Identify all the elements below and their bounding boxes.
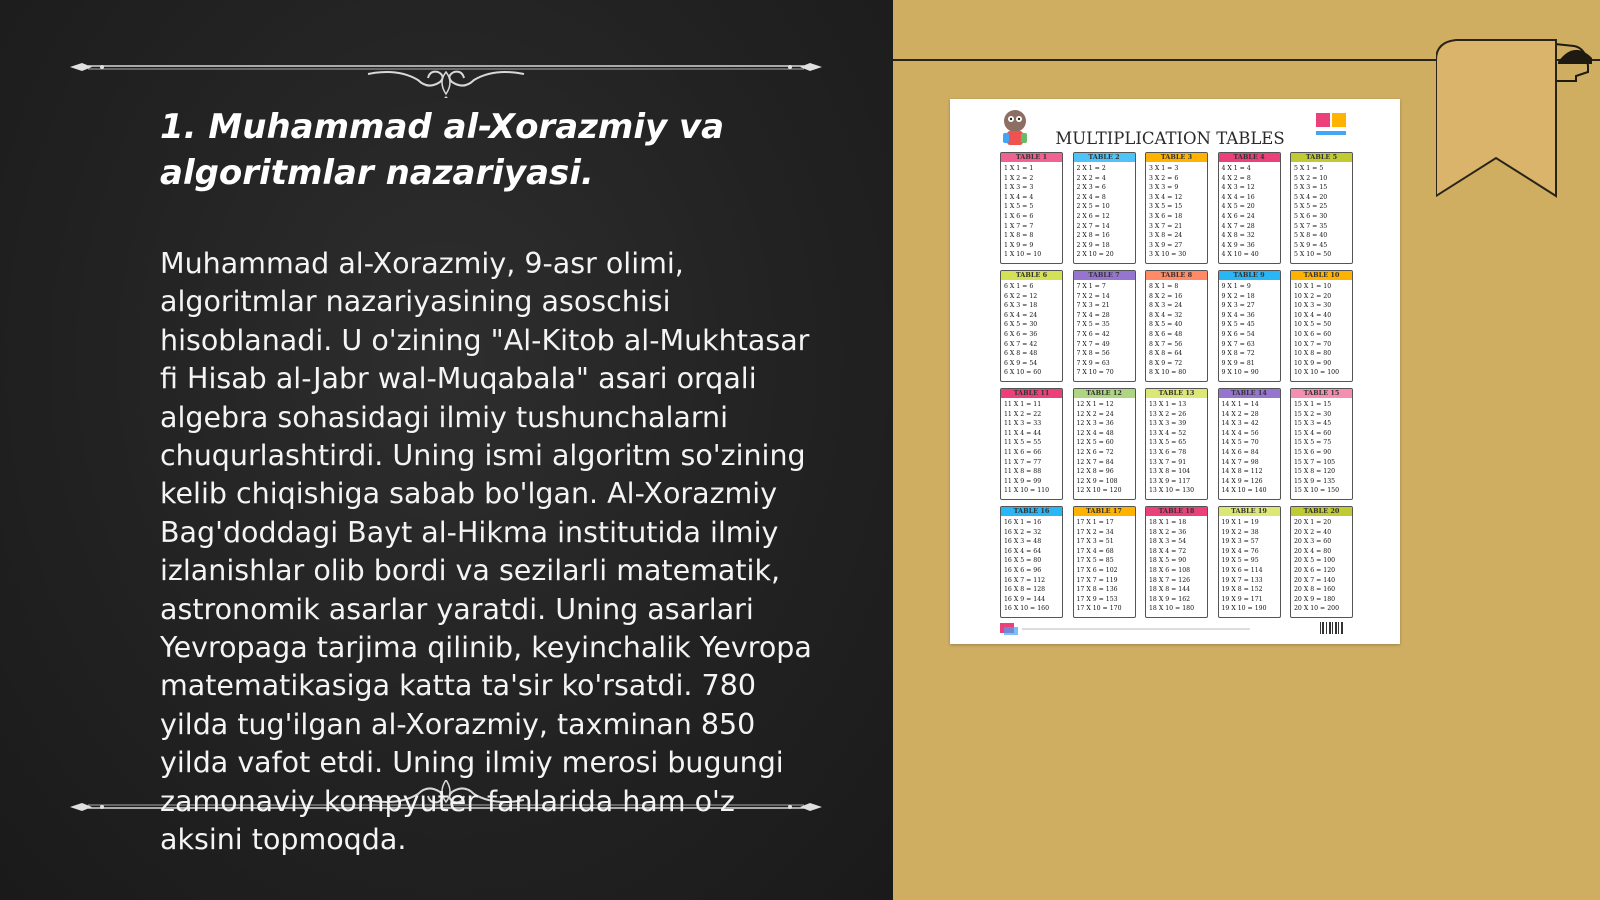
table-row: 15 X 9 = 135 <box>1294 477 1336 485</box>
table-row: 11 X 7 = 77 <box>1004 458 1042 466</box>
table-row: 4 X 4 = 16 <box>1221 193 1255 201</box>
table-row: 4 X 7 = 28 <box>1221 222 1255 230</box>
table-row: 2 X 10 = 20 <box>1076 251 1114 259</box>
table-row: 13 X 8 = 104 <box>1149 468 1191 476</box>
table-card <box>1145 388 1208 500</box>
table-row: 12 X 1 = 12 <box>1076 401 1114 408</box>
table-row: 18 X 2 = 36 <box>1149 528 1187 536</box>
table-row: 1 X 2 = 2 <box>1004 174 1034 182</box>
table-row: 10 X 8 = 80 <box>1294 350 1332 358</box>
table-row: 14 X 5 = 70 <box>1221 439 1259 447</box>
top-ornament-divider <box>68 38 824 98</box>
table-card <box>1290 506 1353 618</box>
table-row: 7 X 8 = 56 <box>1076 350 1110 358</box>
table-row: 15 X 6 = 90 <box>1294 448 1332 456</box>
table-row: 20 X 8 = 160 <box>1294 586 1336 594</box>
table-row: 10 X 10 = 100 <box>1294 369 1340 377</box>
table-row: 5 X 3 = 15 <box>1294 184 1328 192</box>
table-row: 10 X 4 = 40 <box>1294 311 1332 319</box>
table-row: 14 X 9 = 126 <box>1221 477 1263 485</box>
poster-footer <box>1000 621 1350 637</box>
table-row: 18 X 8 = 144 <box>1149 586 1191 594</box>
table-row: 16 X 1 = 16 <box>1004 519 1042 526</box>
table-card <box>1000 388 1063 500</box>
table-row: 3 X 1 = 3 <box>1149 165 1179 172</box>
table-row: 4 X 10 = 40 <box>1221 251 1259 259</box>
table-row: 11 X 1 = 11 <box>1004 401 1042 408</box>
table-card-header: TABLE 13 <box>1146 389 1207 398</box>
table-card-header: TABLE 11 <box>1001 389 1062 398</box>
table-row: 5 X 5 = 25 <box>1294 203 1328 211</box>
table-row: 17 X 1 = 17 <box>1076 519 1114 526</box>
table-card-header: TABLE 8 <box>1146 271 1207 280</box>
table-card-header: TABLE 20 <box>1291 507 1352 516</box>
table-row: 14 X 7 = 98 <box>1221 458 1259 466</box>
table-card <box>1218 152 1281 264</box>
table-row: 11 X 2 = 22 <box>1004 410 1042 418</box>
table-row: 18 X 1 = 18 <box>1149 519 1187 526</box>
table-row: 3 X 9 = 27 <box>1149 241 1183 249</box>
table-row: 4 X 8 = 32 <box>1221 232 1255 240</box>
table-row: 3 X 6 = 18 <box>1149 212 1183 220</box>
table-row: 6 X 2 = 12 <box>1004 292 1038 300</box>
table-row: 3 X 2 = 6 <box>1149 174 1179 182</box>
table-row: 16 X 2 = 32 <box>1004 528 1042 536</box>
table-row: 20 X 7 = 140 <box>1294 576 1336 584</box>
table-row: 12 X 8 = 96 <box>1076 468 1114 476</box>
table-row: 3 X 5 = 15 <box>1149 203 1183 211</box>
table-card <box>1290 152 1353 264</box>
table-row: 5 X 6 = 30 <box>1294 212 1328 220</box>
table-row: 15 X 3 = 45 <box>1294 420 1332 428</box>
table-row: 1 X 4 = 4 <box>1004 193 1034 201</box>
table-row: 13 X 4 = 52 <box>1149 429 1187 437</box>
table-row: 8 X 2 = 16 <box>1149 292 1183 300</box>
table-row: 14 X 4 = 56 <box>1221 429 1259 437</box>
table-row: 2 X 1 = 2 <box>1076 165 1106 172</box>
table-row: 11 X 5 = 55 <box>1004 439 1042 447</box>
table-card <box>1145 506 1208 618</box>
table-row: 18 X 3 = 54 <box>1149 538 1187 546</box>
table-row: 19 X 7 = 133 <box>1221 576 1263 584</box>
table-row: 10 X 7 = 70 <box>1294 340 1332 348</box>
table-row: 10 X 1 = 10 <box>1294 283 1332 290</box>
table-row: 11 X 10 = 110 <box>1004 487 1050 495</box>
table-card <box>1290 270 1353 382</box>
table-card-header: TABLE 7 <box>1074 271 1135 280</box>
table-row: 15 X 8 = 120 <box>1294 468 1336 476</box>
table-card <box>1073 152 1136 264</box>
table-row: 15 X 2 = 30 <box>1294 410 1332 418</box>
table-card <box>1073 388 1136 500</box>
table-row: 3 X 3 = 9 <box>1149 184 1179 192</box>
table-card <box>1000 270 1063 382</box>
table-row: 18 X 5 = 90 <box>1149 557 1187 565</box>
table-row: 19 X 5 = 95 <box>1221 557 1259 565</box>
table-row: 9 X 10 = 90 <box>1221 369 1259 377</box>
publisher-logo-icon <box>1314 111 1350 143</box>
table-row: 20 X 5 = 100 <box>1294 557 1336 565</box>
table-row: 11 X 6 = 66 <box>1004 448 1042 456</box>
table-card-header: TABLE 14 <box>1219 389 1280 398</box>
table-row: 19 X 10 = 190 <box>1221 605 1267 613</box>
table-row: 6 X 3 = 18 <box>1004 302 1038 310</box>
table-row: 5 X 7 = 35 <box>1294 222 1328 230</box>
table-row: 7 X 7 = 49 <box>1076 340 1110 348</box>
table-card-header: TABLE 4 <box>1219 153 1280 162</box>
table-row: 20 X 3 = 60 <box>1294 538 1332 546</box>
table-row: 7 X 1 = 7 <box>1076 283 1106 290</box>
slide-body-text: Muhammad al-Xorazmiy, 9-asr olimi, algoritmlar nazariyasining asoschisi hisoblanadi. U o'zining "Al-Kitob al-Mukhtasar fi Hisab al-Jabr wal-Muqabala" asari orqali algebra sohasidagi ilmiy tushunchalarni chuqurlashtirdi. Uning ismi algoritm so'zining kelib chiqishiga sabab bo'lgan. Al-Xorazmiy Bag'doddagi Bayt al-Hikma institutida ilmiy izlanishlar olib bordi va sezilarli matematik, astronomik asarlar yaratdi. Uning asarlari Yevropaga tarjima qilinib, keyinchalik Yevropa matematikasiga katta ta'sir ko'rsatdi. 780 yilda tug'ilgan al-Xorazmiy, taxminan 850 yilda vafot etdi. Uning ilmiy merosi bugungi zamonaviy kompyuter fanlarida ham o'z aksini topmoqda. <box>160 247 812 857</box>
table-card-header: TABLE 18 <box>1146 507 1207 516</box>
table-card-header: TABLE 1 <box>1001 153 1062 162</box>
table-row: 2 X 8 = 16 <box>1076 232 1110 240</box>
table-row: 19 X 9 = 171 <box>1221 595 1263 603</box>
table-row: 7 X 10 = 70 <box>1076 369 1114 377</box>
table-row: 16 X 6 = 96 <box>1004 566 1042 574</box>
table-card-header: TABLE 3 <box>1146 153 1207 162</box>
table-row: 17 X 7 = 119 <box>1076 576 1118 584</box>
table-row: 2 X 2 = 4 <box>1076 174 1106 182</box>
table-row: 12 X 2 = 24 <box>1076 410 1114 418</box>
table-row: 2 X 9 = 18 <box>1076 241 1110 249</box>
table-card <box>1000 152 1063 264</box>
table-row: 15 X 5 = 75 <box>1294 439 1332 447</box>
table-row: 8 X 1 = 8 <box>1149 283 1179 290</box>
table-card <box>1000 506 1063 618</box>
table-row: 5 X 4 = 20 <box>1294 193 1328 201</box>
table-row: 2 X 5 = 10 <box>1076 203 1110 211</box>
table-row: 20 X 2 = 40 <box>1294 528 1332 536</box>
table-row: 1 X 1 = 1 <box>1004 165 1034 172</box>
table-card <box>1073 506 1136 618</box>
table-card <box>1218 506 1281 618</box>
table-row: 5 X 1 = 5 <box>1294 165 1324 172</box>
table-row: 18 X 9 = 162 <box>1149 595 1191 603</box>
table-row: 1 X 10 = 10 <box>1004 251 1042 259</box>
table-row: 3 X 4 = 12 <box>1149 193 1183 201</box>
table-row: 8 X 5 = 40 <box>1149 321 1183 329</box>
table-row: 14 X 2 = 28 <box>1221 410 1259 418</box>
table-row: 9 X 4 = 36 <box>1221 311 1255 319</box>
table-card-header: TABLE 6 <box>1001 271 1062 280</box>
table-row: 8 X 8 = 64 <box>1149 350 1183 358</box>
table-card-header: TABLE 17 <box>1074 507 1135 516</box>
table-row: 7 X 2 = 14 <box>1076 292 1110 300</box>
table-card <box>1073 270 1136 382</box>
table-row: 13 X 1 = 13 <box>1149 401 1187 408</box>
table-row: 9 X 3 = 27 <box>1221 302 1255 310</box>
table-row: 9 X 6 = 54 <box>1221 330 1255 338</box>
table-row: 12 X 5 = 60 <box>1076 439 1114 447</box>
table-row: 1 X 3 = 3 <box>1004 184 1034 192</box>
table-row: 2 X 4 = 8 <box>1076 193 1106 201</box>
table-row: 4 X 3 = 12 <box>1221 184 1255 192</box>
table-row: 18 X 6 = 108 <box>1149 566 1191 574</box>
table-row: 13 X 7 = 91 <box>1149 458 1187 466</box>
table-row: 11 X 8 = 88 <box>1004 468 1042 476</box>
table-row: 9 X 8 = 72 <box>1221 350 1255 358</box>
table-row: 2 X 7 = 14 <box>1076 222 1110 230</box>
table-row: 17 X 5 = 85 <box>1076 557 1114 565</box>
table-card <box>1145 270 1208 382</box>
table-row: 10 X 5 = 50 <box>1294 321 1332 329</box>
table-card-header: TABLE 9 <box>1219 271 1280 280</box>
table-row: 19 X 1 = 19 <box>1221 519 1259 526</box>
table-row: 17 X 3 = 51 <box>1076 538 1114 546</box>
table-row: 1 X 8 = 8 <box>1004 232 1034 240</box>
table-row: 6 X 9 = 54 <box>1004 359 1038 367</box>
table-row: 20 X 6 = 120 <box>1294 566 1336 574</box>
table-row: 17 X 10 = 170 <box>1076 605 1122 613</box>
table-row: 7 X 9 = 63 <box>1076 359 1110 367</box>
table-row: 14 X 6 = 84 <box>1221 448 1259 456</box>
table-row: 19 X 2 = 38 <box>1221 528 1259 536</box>
table-row: 19 X 4 = 76 <box>1221 547 1259 555</box>
table-row: 17 X 9 = 153 <box>1076 595 1118 603</box>
table-row: 7 X 5 = 35 <box>1076 321 1110 329</box>
table-row: 2 X 3 = 6 <box>1076 184 1106 192</box>
table-row: 10 X 2 = 20 <box>1294 292 1332 300</box>
table-row: 17 X 2 = 34 <box>1076 528 1114 536</box>
table-row: 9 X 7 = 63 <box>1221 340 1255 348</box>
table-row: 4 X 2 = 8 <box>1221 174 1251 182</box>
poster-title: MULTIPLICATION TABLES <box>1055 129 1285 148</box>
table-row: 6 X 8 = 48 <box>1004 350 1038 358</box>
table-row: 6 X 7 = 42 <box>1004 340 1038 348</box>
table-row: 9 X 9 = 81 <box>1221 359 1255 367</box>
table-row: 16 X 9 = 144 <box>1004 595 1046 603</box>
table-card-header: TABLE 5 <box>1291 153 1352 162</box>
table-row: 6 X 10 = 60 <box>1004 369 1042 377</box>
table-card <box>1218 388 1281 500</box>
table-row: 17 X 8 = 136 <box>1076 586 1118 594</box>
table-row: 2 X 6 = 12 <box>1076 212 1110 220</box>
table-card <box>1290 388 1353 500</box>
table-row: 4 X 1 = 4 <box>1221 165 1251 172</box>
table-row: 8 X 10 = 80 <box>1149 369 1187 377</box>
table-row: 16 X 3 = 48 <box>1004 538 1042 546</box>
table-row: 4 X 5 = 20 <box>1221 203 1255 211</box>
table-row: 15 X 4 = 60 <box>1294 429 1332 437</box>
table-row: 19 X 8 = 152 <box>1221 586 1263 594</box>
table-row: 12 X 10 = 120 <box>1076 487 1122 495</box>
table-row: 5 X 10 = 50 <box>1294 251 1332 259</box>
table-row: 6 X 5 = 30 <box>1004 321 1038 329</box>
table-row: 8 X 3 = 24 <box>1149 302 1183 310</box>
table-row: 14 X 1 = 14 <box>1221 401 1259 408</box>
table-row: 7 X 3 = 21 <box>1076 302 1110 310</box>
table-row: 7 X 6 = 42 <box>1076 330 1110 338</box>
table-row: 13 X 6 = 78 <box>1149 448 1187 456</box>
table-row: 15 X 10 = 150 <box>1294 487 1340 495</box>
table-row: 12 X 6 = 72 <box>1076 448 1114 456</box>
table-row: 13 X 10 = 130 <box>1149 487 1195 495</box>
table-row: 19 X 3 = 57 <box>1221 538 1259 546</box>
table-row: 1 X 6 = 6 <box>1004 212 1034 220</box>
table-row: 8 X 6 = 48 <box>1149 330 1183 338</box>
table-row: 13 X 3 = 39 <box>1149 420 1187 428</box>
table-row: 3 X 8 = 24 <box>1149 232 1183 240</box>
table-card <box>1218 270 1281 382</box>
table-row: 13 X 5 = 65 <box>1149 439 1187 447</box>
table-row: 14 X 10 = 140 <box>1221 487 1267 495</box>
table-row: 11 X 4 = 44 <box>1004 429 1042 437</box>
table-row: 5 X 8 = 40 <box>1294 232 1328 240</box>
poster-header <box>950 117 1400 153</box>
table-card-header: TABLE 2 <box>1074 153 1135 162</box>
table-row: 11 X 9 = 99 <box>1004 477 1042 485</box>
table-row: 9 X 2 = 18 <box>1221 292 1255 300</box>
table-row: 10 X 9 = 90 <box>1294 359 1332 367</box>
table-row: 16 X 8 = 128 <box>1004 586 1046 594</box>
table-row: 12 X 4 = 48 <box>1076 429 1114 437</box>
table-row: 6 X 6 = 36 <box>1004 330 1038 338</box>
table-row: 5 X 9 = 45 <box>1294 241 1328 249</box>
table-row: 6 X 4 = 24 <box>1004 311 1038 319</box>
table-row: 1 X 5 = 5 <box>1004 203 1034 211</box>
table-row: 9 X 1 = 9 <box>1221 283 1251 290</box>
table-row: 13 X 2 = 26 <box>1149 410 1187 418</box>
table-card-header: TABLE 12 <box>1074 389 1135 398</box>
slide-title: 1. Muhammad al-Xorazmiy va algoritmlar nazariyasi. <box>160 107 725 193</box>
table-row: 1 X 7 = 7 <box>1004 222 1034 230</box>
table-card <box>1145 152 1208 264</box>
table-row: 18 X 10 = 180 <box>1149 605 1195 613</box>
table-row: 15 X 7 = 105 <box>1294 458 1336 466</box>
table-row: 17 X 6 = 102 <box>1076 566 1118 574</box>
table-row: 20 X 9 = 180 <box>1294 595 1336 603</box>
table-row: 16 X 10 = 160 <box>1004 605 1050 613</box>
table-row: 8 X 7 = 56 <box>1149 340 1183 348</box>
table-row: 18 X 4 = 72 <box>1149 547 1187 555</box>
table-card-header: TABLE 19 <box>1219 507 1280 516</box>
table-row: 17 X 4 = 68 <box>1076 547 1114 555</box>
table-row: 3 X 7 = 21 <box>1149 222 1183 230</box>
table-row: 11 X 3 = 33 <box>1004 420 1042 428</box>
bookmark-ribbon-icon <box>1436 36 1596 211</box>
table-row: 8 X 9 = 72 <box>1149 359 1183 367</box>
table-row: 12 X 7 = 84 <box>1076 458 1114 466</box>
table-row: 16 X 4 = 64 <box>1004 547 1042 555</box>
table-row: 1 X 9 = 9 <box>1004 241 1034 249</box>
table-row: 15 X 1 = 15 <box>1294 401 1332 408</box>
table-row: 10 X 6 = 60 <box>1294 330 1332 338</box>
table-row: 4 X 6 = 24 <box>1221 212 1255 220</box>
table-row: 8 X 4 = 32 <box>1149 311 1183 319</box>
table-row: 16 X 5 = 80 <box>1004 557 1042 565</box>
table-row: 20 X 10 = 200 <box>1294 605 1340 613</box>
table-row: 12 X 9 = 108 <box>1076 477 1118 485</box>
table-card-header: TABLE 15 <box>1291 389 1352 398</box>
table-row: 6 X 1 = 6 <box>1004 283 1034 290</box>
table-row: 20 X 1 = 20 <box>1294 519 1332 526</box>
table-row: 14 X 8 = 112 <box>1221 468 1263 476</box>
table-row: 3 X 10 = 30 <box>1149 251 1187 259</box>
table-row: 13 X 9 = 117 <box>1149 477 1191 485</box>
multiplication-poster-image <box>950 99 1400 644</box>
table-row: 19 X 6 = 114 <box>1221 566 1263 574</box>
table-card-header: TABLE 16 <box>1001 507 1062 516</box>
table-row: 10 X 3 = 30 <box>1294 302 1332 310</box>
table-row: 14 X 3 = 42 <box>1221 420 1259 428</box>
table-row: 9 X 5 = 45 <box>1221 321 1255 329</box>
table-row: 16 X 7 = 112 <box>1004 576 1046 584</box>
cartoon-mascot-icon <box>998 107 1032 151</box>
table-row: 7 X 4 = 28 <box>1076 311 1110 319</box>
table-card-header: TABLE 10 <box>1291 271 1352 280</box>
table-row: 12 X 3 = 36 <box>1076 420 1114 428</box>
table-row: 18 X 7 = 126 <box>1149 576 1191 584</box>
multiplication-table-grid <box>1000 152 1352 614</box>
table-row: 5 X 2 = 10 <box>1294 174 1328 182</box>
table-row: 20 X 4 = 80 <box>1294 547 1332 555</box>
table-row: 4 X 9 = 36 <box>1221 241 1255 249</box>
